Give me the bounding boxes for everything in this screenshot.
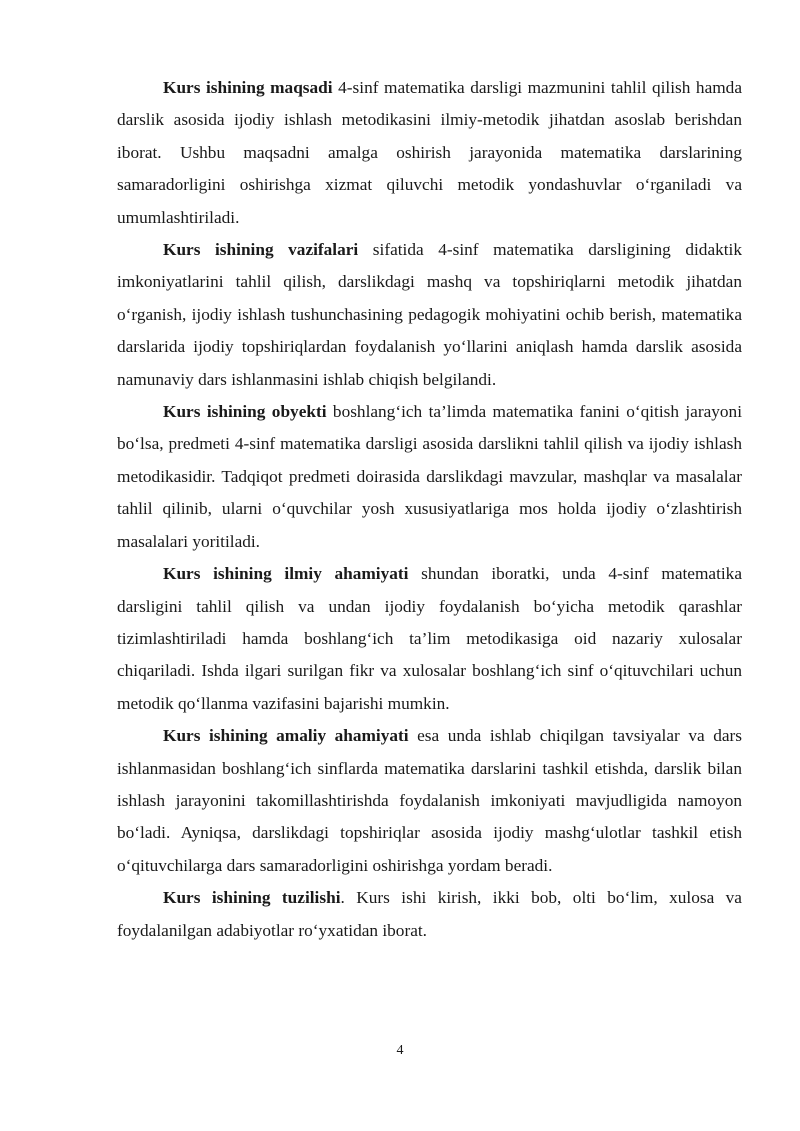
paragraph-heading: Kurs ishining amaliy ahamiyati	[163, 726, 409, 746]
paragraph-body: sifatida 4-sinf matematika darsligining didaktik imkoniyatlarini tahlil qilish, darslikdagi mashq va topshiriqlarni metodik jihatdan o‘rganish, ijodiy ishlash tushunchasining pedagogik mohiyatini ochib berish, matematika darslarida ijodiy topshiriqlardan foydalanish yo‘llarini aniqlash hamda darslik asosida namunaviy dars ishlanmasini ishlab chiqish belgilandi.	[117, 240, 742, 389]
paragraph-heading: Kurs ishining maqsadi	[163, 78, 333, 97]
paragraph-goal	[117, 72, 742, 234]
paragraph-heading: Kurs ishining vazifalari	[163, 240, 359, 260]
paragraph-practical-significance	[117, 720, 742, 882]
paragraph-body: shundan iboratki, unda 4-sinf matematika darsligini tahlil qilish va undan ijodiy foydalanish bo‘yicha metodik qarashlar tizimlashtiriladi hamda boshlang‘ich ta’lim metodikasiga oid nazariy xulosalar chiqariladi. Ishda ilgari surilgan fikr va xulosalar boshlang‘ich sinf o‘qituvchilari uchun metodik qo‘llanma vazifasini bajarishi mumkin.	[117, 564, 742, 713]
paragraph-object	[117, 396, 742, 558]
paragraph-body: . Kurs ishi kirish, ikki bob, olti bo‘lim, xulosa va foydalanilgan adabiyotlar ro‘yxatidan iborat.	[117, 888, 742, 940]
paragraph-tasks	[117, 234, 742, 396]
paragraph-heading: Kurs ishining ilmiy ahamiyati	[163, 564, 409, 584]
paragraph-scientific-significance	[117, 558, 742, 720]
paragraph-body: boshlang‘ich ta’limda matematika fanini o‘qitish jarayoni bo‘lsa, predmeti 4-sinf matematika darsligi asosida darslikni tahlil qilish va ijodiy ishlash metodikasidir. Tadqiqot predmeti doirasida darslikdagi mavzular, mashqlar va masalalar tahlil qilinib, ularni o‘quvchilar yosh xususiyatlariga mos holda ijodiy o‘zlashtirish masalalari yoritiladi.	[117, 402, 743, 551]
page-number: 4	[396, 1043, 404, 1058]
paragraph-structure	[117, 882, 742, 947]
paragraph-heading: Kurs ishining obyekti	[163, 402, 327, 422]
paragraph-body: 4-sinf matematika darsligi mazmunini tahlil qilish hamda darslik asosida ijodiy ishlash metodikasini ilmiy-metodik jihatdan asoslab berishdan iborat. Ushbu maqsadni amalga oshirish jarayonida matematika darslarining samaradorligini oshirishga xizmat qiluvchi metodik yondashuvlar o‘rganiladi va umumlashtiriladi.	[117, 78, 742, 227]
document-page	[117, 72, 742, 947]
paragraph-body: esa unda ishlab chiqilgan tavsiyalar va dars ishlanmasidan boshlang‘ich sinflarda matematika darslarini tashkil etishda, darslik bilan ishlash jarayonini takomillashtirishda foydalanish imkoniyati mavjudligida namoyon bo‘ladi. Ayniqsa, darslikdagi topshiriqlar asosida ijodiy mashg‘ulotlar tashkil etish o‘qituvchilarga dars samaradorligini oshirishga yordam beradi.	[117, 726, 743, 875]
paragraph-heading: Kurs ishining tuzilishi	[163, 888, 341, 908]
